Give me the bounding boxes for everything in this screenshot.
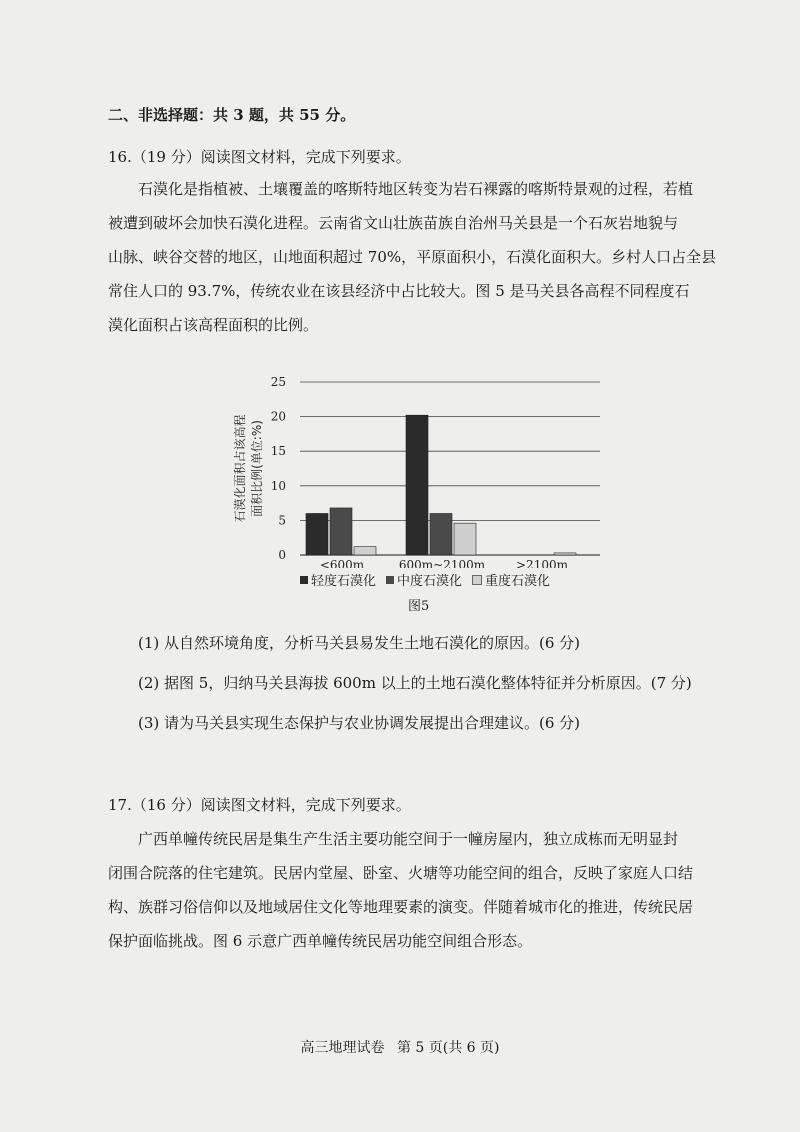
material-line: 常住人口的 93.7%，传统农业在该县经济中占比较大。图 5 是马关县各高程不同程度石 (108, 282, 690, 300)
footer-page-number: 第 5 页(共 6 页) (396, 1040, 500, 1056)
bar (454, 523, 476, 555)
footer-title: 高三地理试卷 (300, 1040, 385, 1056)
x-tick-label: <600m (319, 558, 365, 568)
section-title: 二、非选择题：共 3 题，共 55 分。 (108, 106, 356, 124)
material-line: 保护面临挑战。图 6 示意广西单幢传统民居功能空间组合形态。 (108, 932, 533, 950)
material-line: 山脉、峡谷交替的地区，山地面积超过 70%，平原面积小，石漠化面积大。乡村人口占全县 (108, 248, 717, 266)
subquestion-2: (2) 据图 5，归纳马关县海拔 600m 以上的土地石漠化整体特征并分析原因。(7 分) (138, 674, 692, 692)
figure-caption: 图5 (408, 599, 430, 614)
material-line: 石漠化是指植被、土壤覆盖的喀斯特地区转变为岩石裸露的喀斯特景观的过程，若植 (138, 180, 694, 198)
figure-5-bar-chart (220, 368, 620, 568)
legend-swatch (386, 576, 394, 584)
y-tick-label: 5 (278, 513, 286, 528)
material-line: 闭围合院落的住宅建筑。民居内堂屋、卧室、火塘等功能空间的组合，反映了家庭人口结 (108, 864, 694, 882)
legend-item-light (300, 570, 376, 589)
bar (330, 508, 352, 555)
y-tick-label: 15 (270, 444, 286, 459)
y-axis-label: 石漠化面积占该高程 (233, 414, 247, 523)
y-axis-label: 面积比例(单位:%) (250, 420, 264, 517)
question-17-material (108, 822, 768, 958)
subquestion-1: (1) 从自然环境角度，分析马关县易发生土地石漠化的原因。(6 分) (138, 634, 581, 652)
bar (430, 513, 452, 555)
bar (306, 513, 328, 555)
chart-legend (300, 570, 550, 589)
question-16-material (108, 172, 768, 342)
legend-label: 中度石漠化 (397, 574, 463, 589)
page-footer (0, 1037, 800, 1057)
legend-item-moderate (386, 570, 462, 589)
bar (406, 415, 428, 555)
y-tick-label: 10 (270, 478, 286, 493)
question-16-heading: 16.（19 分）阅读图文材料，完成下列要求。 (108, 148, 411, 166)
y-tick-label: 20 (270, 409, 286, 424)
bar (354, 547, 376, 555)
y-tick-label: 0 (278, 548, 286, 562)
legend-item-severe (472, 570, 550, 589)
legend-label: 轻度石漠化 (311, 574, 377, 589)
bar (554, 553, 576, 555)
question-17-heading: 17.（16 分）阅读图文材料，完成下列要求。 (108, 796, 411, 814)
subquestion-3: (3) 请为马关县实现生态保护与农业协调发展提出合理建议。(6 分) (138, 714, 581, 732)
material-line: 广西单幢传统民居是集生产生活主要功能空间于一幢房屋内，独立成栋而无明显封 (138, 830, 679, 848)
material-line: 被遭到破坏会加快石漠化进程。云南省文山壮族苗族自治州马关县是一个石灰岩地貌与 (108, 214, 679, 232)
x-tick-label: >2100m (516, 558, 568, 568)
legend-swatch (300, 576, 308, 584)
material-line: 漠化面积占该高程面积的比例。 (108, 316, 319, 334)
material-line: 构、族群习俗信仰以及地域居住文化等地理要素的演变。伴随着城市化的推进，传统民居 (108, 898, 694, 916)
legend-swatch (472, 575, 482, 585)
legend-label: 重度石漠化 (485, 574, 551, 589)
x-tick-label: 600m~2100m (398, 558, 486, 568)
y-tick-label: 25 (270, 375, 286, 389)
